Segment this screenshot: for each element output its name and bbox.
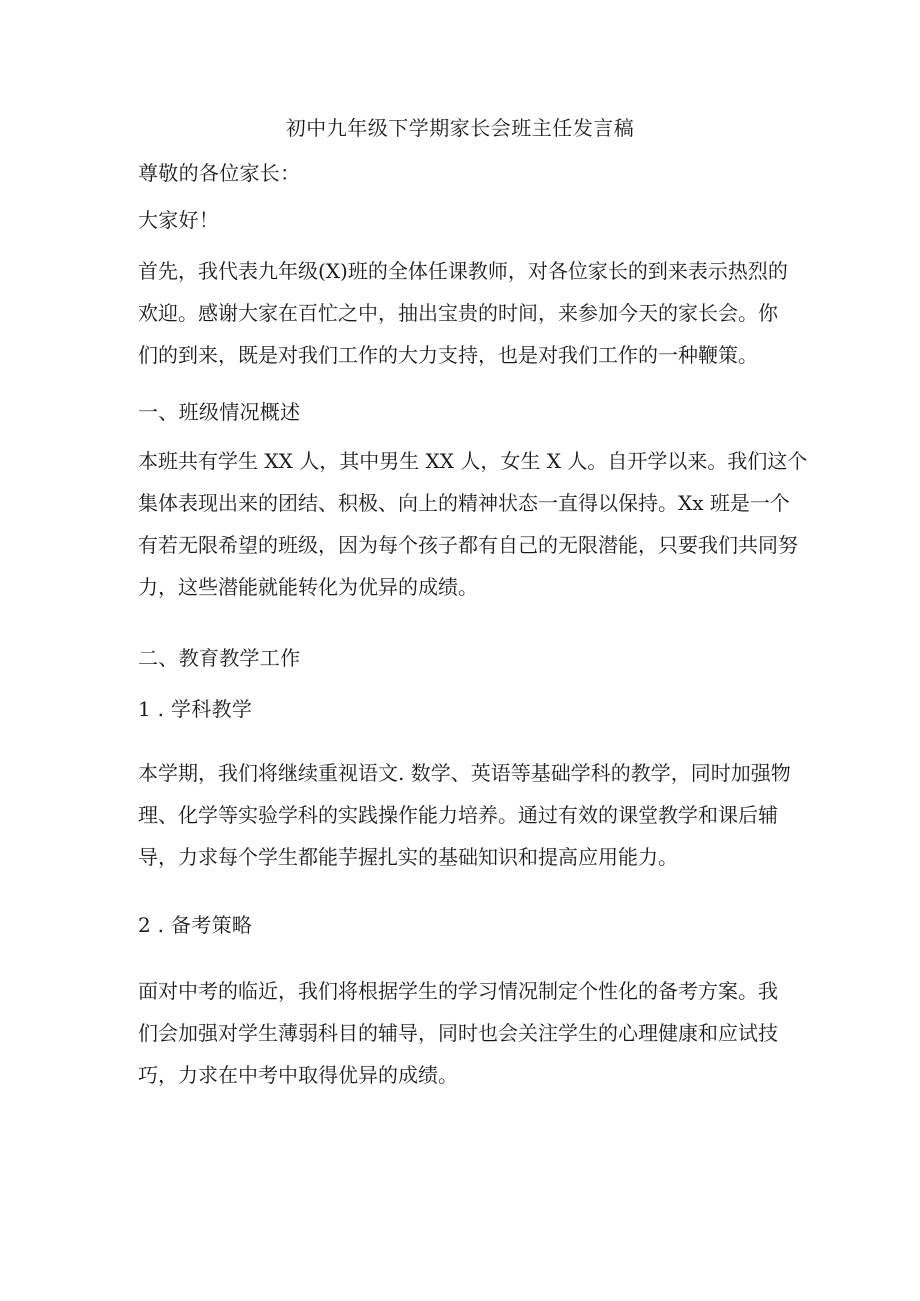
subsection2-heading: 2 . 备考策略: [138, 913, 253, 937]
subsection2-line: 们会加强对学生薄弱科目的辅导，同时也会关注学生的心理健康和应试技: [138, 1021, 778, 1045]
subsection2-line: 巧，力求在中考中取得优异的成绩。: [138, 1063, 458, 1087]
subsection2-line: 面对中考的临近，我们将根据学生的学习情况制定个性化的备考方案。我: [138, 979, 778, 1003]
subsection1-line: 理、化学等实验学科的实践操作能力培养。通过有效的课堂教学和课后辅: [138, 803, 778, 827]
greeting: 大家好！: [138, 208, 220, 232]
subsection2-paragraph: [138, 970, 798, 1096]
subsection1-heading: 1 . 学科教学: [138, 697, 253, 721]
subsection1-line: 导，力求每个学生都能芋握扎实的基础知识和提高应用能力。: [138, 845, 678, 869]
intro-line: 首先，我代表九年级(X)班的全体任课教师，对各位家长的到来表示热烈的: [138, 259, 788, 283]
section2-heading: 二、教育教学工作: [138, 646, 301, 670]
section1-line: 集体表现出来的团结、积极、向上的精神状态一直得以保持。Xx 班是一个: [138, 491, 790, 515]
document-title: 初中九年级下学期家长会班主任发言稿: [285, 116, 635, 140]
intro-line: 欢迎。感谢大家在百忙之中，抽出宝贵的时间，来参加今天的家长会。你: [138, 301, 778, 325]
salutation: 尊敬的各位家长：: [138, 161, 301, 185]
subsection1-line: 本学期，我们将继续重视语文. 数学、英语等基础学科的教学，同时加强物: [138, 761, 791, 785]
intro-line: 们的到来，既是对我们工作的大力支持，也是对我们工作的一种鞭策。: [138, 343, 758, 367]
section1-line: 本班共有学生 XX 人，其中男生 XX 人，女生 X 人。自开学以来。我们这个: [138, 449, 808, 473]
subsection1-paragraph: [138, 752, 798, 878]
section1-line: 力，这些潜能就能转化为优异的成绩。: [138, 575, 478, 599]
section1-paragraph: [138, 440, 808, 608]
section1-line: 有若无限希望的班级，因为每个孩子都有自己的无限潜能，只要我们共同努: [138, 533, 798, 557]
section1-heading: 一、班级情况概述: [138, 400, 301, 424]
intro-paragraph: [138, 250, 798, 376]
